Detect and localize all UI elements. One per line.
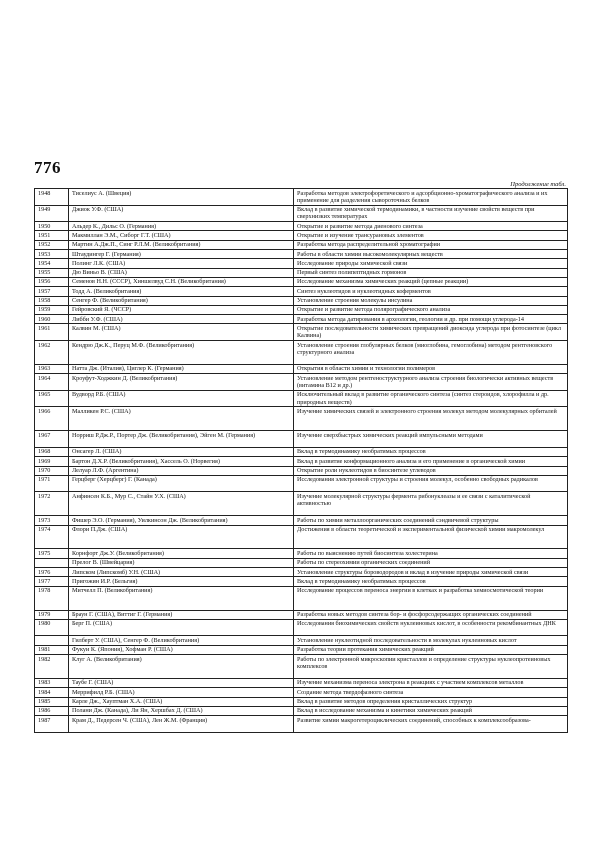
achievement-cell: Изучение молекулярной структуры фермента рибонуклеазы и ее связи с каталитической активностью xyxy=(294,492,568,516)
achievement-cell: Исследования биохимических свойств нуклеиновых кислот, в особенности рекомбинантных ДНК xyxy=(294,619,568,636)
year-cell: 1985 xyxy=(35,697,69,706)
page-number: 776 xyxy=(34,158,61,177)
achievement-cell: Развитие химии макрогетероциклических соединений, способных к комплексообразова- xyxy=(294,716,568,733)
laureates-cell: Альдер К., Дильс О. (Германия) xyxy=(69,222,294,231)
table-row xyxy=(35,688,568,697)
year-cell: 1961 xyxy=(35,324,69,341)
year-cell: 1963 xyxy=(35,364,69,373)
achievement-cell: Установление нуклеотидной последовательности в молекулах нуклеиновых кислот xyxy=(294,636,568,645)
year-cell: 1952 xyxy=(35,240,69,249)
table-row xyxy=(35,706,568,715)
laureates-cell: Бартон Д.Х.Р. (Великобритания), Хассель О. (Норвегия) xyxy=(69,457,294,466)
achievement-cell: Установление строения глобулярных белков (миоглобина, гемоглобина) методом рентгеновского структурного анализа xyxy=(294,341,568,365)
achievement-cell: Установление структуры бороводородов и вклад в изучение природы химической связи xyxy=(294,568,568,577)
table-row xyxy=(35,716,568,733)
year-cell: 1960 xyxy=(35,315,69,324)
laureates-cell: Берг П. (США) xyxy=(69,619,294,636)
year-cell: 1979 xyxy=(35,610,69,619)
table-row xyxy=(35,374,568,391)
laureates-cell: Крам Д., Педерсен Ч. (США), Лен Ж.М. (Франция) xyxy=(69,716,294,733)
table-row xyxy=(35,457,568,466)
achievement-cell: Работы по стереохимии органических соединений xyxy=(294,558,568,567)
year-cell: 1975 xyxy=(35,549,69,558)
achievement-cell: Открытия в области химии и технологии полимеров xyxy=(294,364,568,373)
achievement-cell: Разработка методов электрофоретического и адсорбционно-хроматографического анализа и их применение для разделения сывороточных белков xyxy=(294,189,568,206)
year-cell xyxy=(35,636,69,645)
laureates-cell: Герцберг (Херцберг) Г. (Канада) xyxy=(69,475,294,492)
achievement-cell: Исследования электронной структуры и строения молекул, особенно свободных радикалов xyxy=(294,475,568,492)
laureates-cell: Таубе Г. (США) xyxy=(69,678,294,687)
laureates-cell: Полани Дж. (Канада), Ли Ян, Хершбах Д. (США) xyxy=(69,706,294,715)
laureates-cell: Митчелл П. (Великобритания) xyxy=(69,586,294,610)
achievement-cell: Создание метода твердофазного синтеза xyxy=(294,688,568,697)
year-cell: 1972 xyxy=(35,492,69,516)
achievement-cell: Синтез нуклеотидов и нуклеотидных коферментов xyxy=(294,287,568,296)
year-cell: 1983 xyxy=(35,678,69,687)
achievement-cell: Исследование природы химической связи xyxy=(294,259,568,268)
achievement-cell: Исключительный вклад в развитие органического синтеза (синтез стероидов, хлорофилла и др. природных веществ) xyxy=(294,390,568,407)
achievement-cell: Разработка теории протекания химических реакций xyxy=(294,645,568,654)
table-row xyxy=(35,568,568,577)
year-cell: 1973 xyxy=(35,516,69,525)
table-row xyxy=(35,277,568,286)
year-cell: 1962 xyxy=(35,341,69,365)
table-row xyxy=(35,287,568,296)
achievement-cell: Исследование процессов переноса энергии в клетках и разработка хемиосмотической теории xyxy=(294,586,568,610)
table-row xyxy=(35,475,568,492)
table-row xyxy=(35,619,568,636)
achievement-cell: Открытие и изучение трансурановых элементов xyxy=(294,231,568,240)
achievement-cell: Установление методом рентгеноструктурного анализа строения биологически активных веществ (витамина B12 и др.) xyxy=(294,374,568,391)
table-row xyxy=(35,447,568,456)
laureates-cell: Фукуи К. (Япония), Хофман Р. (США) xyxy=(69,645,294,654)
table-row xyxy=(35,525,568,549)
year-cell: 1949 xyxy=(35,205,69,222)
laureates-cell: Гилберт У. (США), Сенгер Ф. (Великобритания) xyxy=(69,636,294,645)
laureates-cell: Сенгер Ф. (Великобритания) xyxy=(69,296,294,305)
nobel-chemistry-table xyxy=(34,188,568,733)
table-row xyxy=(35,259,568,268)
year-cell: 1957 xyxy=(35,287,69,296)
achievement-cell: Открытие и развитие метода диенового синтеза xyxy=(294,222,568,231)
table-row xyxy=(35,549,568,558)
table-row xyxy=(35,610,568,619)
table-row xyxy=(35,296,568,305)
laureates-cell: Корнфорт Дж.У. (Великобритания) xyxy=(69,549,294,558)
table-row xyxy=(35,341,568,365)
table-row xyxy=(35,364,568,373)
achievement-cell: Вклад в развитие конформационного анализа и его применение в органической химии xyxy=(294,457,568,466)
table-row xyxy=(35,655,568,679)
year-cell xyxy=(35,558,69,567)
achievement-cell: Работы в области химии высокомолекулярных веществ xyxy=(294,250,568,259)
table-row xyxy=(35,315,568,324)
year-cell: 1984 xyxy=(35,688,69,697)
year-cell: 1958 xyxy=(35,296,69,305)
table-row xyxy=(35,586,568,610)
laureates-cell: Малликен Р.С. (США) xyxy=(69,407,294,431)
laureates-cell: Клуг А. (Великобритания) xyxy=(69,655,294,679)
year-cell: 1977 xyxy=(35,577,69,586)
year-cell: 1976 xyxy=(35,568,69,577)
table-row xyxy=(35,189,568,206)
achievement-cell: Разработка метода распределительной хроматографии xyxy=(294,240,568,249)
table-body xyxy=(35,189,568,733)
year-cell: 1950 xyxy=(35,222,69,231)
achievement-cell: Изучение сверхбыстрых химических реакций импульсными методами xyxy=(294,431,568,448)
year-cell: 1982 xyxy=(35,655,69,679)
achievement-cell: Вклад в развитие методов определения кристаллических структур xyxy=(294,697,568,706)
laureates-cell: Прелог В. (Швейцария) xyxy=(69,558,294,567)
laureates-cell: Флори П.Дж. (США) xyxy=(69,525,294,549)
laureates-cell: Либби У.Ф. (США) xyxy=(69,315,294,324)
table-row xyxy=(35,250,568,259)
table-row xyxy=(35,324,568,341)
table-row xyxy=(35,558,568,567)
year-cell: 1965 xyxy=(35,390,69,407)
achievement-cell: Вклад в исследование механизма и кинетики химических реакций xyxy=(294,706,568,715)
laureates-cell: Браун Г. (США), Виттиг Г. (Германия) xyxy=(69,610,294,619)
table-row xyxy=(35,431,568,448)
table-row xyxy=(35,407,568,431)
laureates-cell: Натта Дж. (Италия), Циглер К. (Германия) xyxy=(69,364,294,373)
year-cell: 1974 xyxy=(35,525,69,549)
year-cell: 1959 xyxy=(35,305,69,314)
achievement-cell: Открытие роли нуклеотидов в биосинтезе углеводов xyxy=(294,466,568,475)
table-row xyxy=(35,231,568,240)
year-cell: 1955 xyxy=(35,268,69,277)
laureates-cell: Тодд А. (Великобритания) xyxy=(69,287,294,296)
achievement-cell: Разработка метода датирования в археологии, геологии и др. при помощи углерода-14 xyxy=(294,315,568,324)
laureates-cell: Калвин М. (США) xyxy=(69,324,294,341)
laureates-cell: Джиок У.Ф. (США) xyxy=(69,205,294,222)
laureates-cell: Семенов Н.Н. (СССР), Хиншелвуд С.Н. (Великобритания) xyxy=(69,277,294,286)
laureates-cell: Кендрю Дж.К., Перуц М.Ф. (Великобритания) xyxy=(69,341,294,365)
achievement-cell: Исследование механизма химических реакций (цепные реакции) xyxy=(294,277,568,286)
achievement-cell: Изучение механизма переноса электрона в реакциях с участием комплексов металлов xyxy=(294,678,568,687)
year-cell: 1987 xyxy=(35,716,69,733)
year-cell: 1981 xyxy=(35,645,69,654)
year-cell: 1969 xyxy=(35,457,69,466)
achievement-cell: Разработка новых методов синтеза бор- и фосфорсодержащих органических соединений xyxy=(294,610,568,619)
achievement-cell: Работы по химии металлоорганических соединений сэндвичевой структуры xyxy=(294,516,568,525)
year-cell: 1966 xyxy=(35,407,69,431)
achievement-cell: Достижения в области теоретической и экспериментальной физической химии макромолекул xyxy=(294,525,568,549)
achievement-cell: Вклад в термодинамику необратимых процессов xyxy=(294,577,568,586)
year-cell: 1964 xyxy=(35,374,69,391)
achievement-cell: Изучение химических связей и электронного строения молекул методом молекулярных орбиталей xyxy=(294,407,568,431)
laureates-cell: Гейровский Я. (ЧССР) xyxy=(69,305,294,314)
achievement-cell: Вклад в термодинамику необратимых процессов xyxy=(294,447,568,456)
table-row xyxy=(35,205,568,222)
achievement-cell: Работы по электронной микроскопии кристаллов и определение структуры нуклеопротеиновых комплексов xyxy=(294,655,568,679)
year-cell: 1956 xyxy=(35,277,69,286)
table-row xyxy=(35,268,568,277)
year-cell: 1953 xyxy=(35,250,69,259)
laureates-cell: Карле Дж., Хауптман Х.А. (США) xyxy=(69,697,294,706)
table-row xyxy=(35,577,568,586)
year-cell: 1968 xyxy=(35,447,69,456)
achievement-cell: Открытие последовательности химических превращений диоксида углерода при фотосинтезе (цикл Калвина) xyxy=(294,324,568,341)
achievement-cell: Вклад в развитие химической термодинамики, в частности изучение свойств веществ при сверхнизких температурах xyxy=(294,205,568,222)
table-row xyxy=(35,305,568,314)
laureates-cell: Вудворд Р.Б. (США) xyxy=(69,390,294,407)
table-row xyxy=(35,516,568,525)
table-row xyxy=(35,697,568,706)
laureates-cell: Макмиллан Э.М., Сиборг Г.Т. (США) xyxy=(69,231,294,240)
laureates-cell: Фишер Э.О. (Германия), Уилкинсон Дж. (Великобритания) xyxy=(69,516,294,525)
laureates-cell: Мартин А.Дж.П., Синг Р.Л.М. (Великобритания) xyxy=(69,240,294,249)
laureates-cell: Кроуфут-Ходжкин Д. (Великобритания) xyxy=(69,374,294,391)
table-continuation-note: Продолжение табл. xyxy=(510,181,566,188)
year-cell: 1971 xyxy=(35,475,69,492)
laureates-cell: Липском (Липскомб) У.Н. (США) xyxy=(69,568,294,577)
table-row xyxy=(35,240,568,249)
table-row xyxy=(35,222,568,231)
laureates-cell: Анфинсен К.Б., Мур С., Стайн У.Х. (США) xyxy=(69,492,294,516)
table-row xyxy=(35,678,568,687)
table-row xyxy=(35,645,568,654)
year-cell: 1980 xyxy=(35,619,69,636)
laureates-cell: Онсагер Л. (США) xyxy=(69,447,294,456)
achievement-cell: Первый синтез полипептидных гормонов xyxy=(294,268,568,277)
table-row xyxy=(35,466,568,475)
table-row xyxy=(35,492,568,516)
achievement-cell: Установление строения молекулы инсулина xyxy=(294,296,568,305)
laureates-cell: Полинг Л.К. (США) xyxy=(69,259,294,268)
achievement-cell: Работы по выяснению путей биосинтеза холестерина xyxy=(294,549,568,558)
table-row xyxy=(35,636,568,645)
year-cell: 1967 xyxy=(35,431,69,448)
table-row xyxy=(35,390,568,407)
laureates-cell: Лелуар Л.Ф. (Аргентина) xyxy=(69,466,294,475)
laureates-cell: Пригожин И.Р. (Бельгия) xyxy=(69,577,294,586)
year-cell: 1948 xyxy=(35,189,69,206)
laureates-cell: Дю Виньо В. (США) xyxy=(69,268,294,277)
year-cell: 1986 xyxy=(35,706,69,715)
year-cell: 1970 xyxy=(35,466,69,475)
achievement-cell: Открытие и развитие метода полярографического анализа xyxy=(294,305,568,314)
laureates-cell: Штаудингер Г. (Германия) xyxy=(69,250,294,259)
laureates-cell: Тиселиус А. (Швеция) xyxy=(69,189,294,206)
year-cell: 1954 xyxy=(35,259,69,268)
year-cell: 1951 xyxy=(35,231,69,240)
laureates-cell: Меррифилд Р.Б. (США) xyxy=(69,688,294,697)
year-cell: 1978 xyxy=(35,586,69,610)
laureates-cell: Норриш Р.Дж.Р., Портер Дж. (Великобритания), Эйген М. (Германия) xyxy=(69,431,294,448)
